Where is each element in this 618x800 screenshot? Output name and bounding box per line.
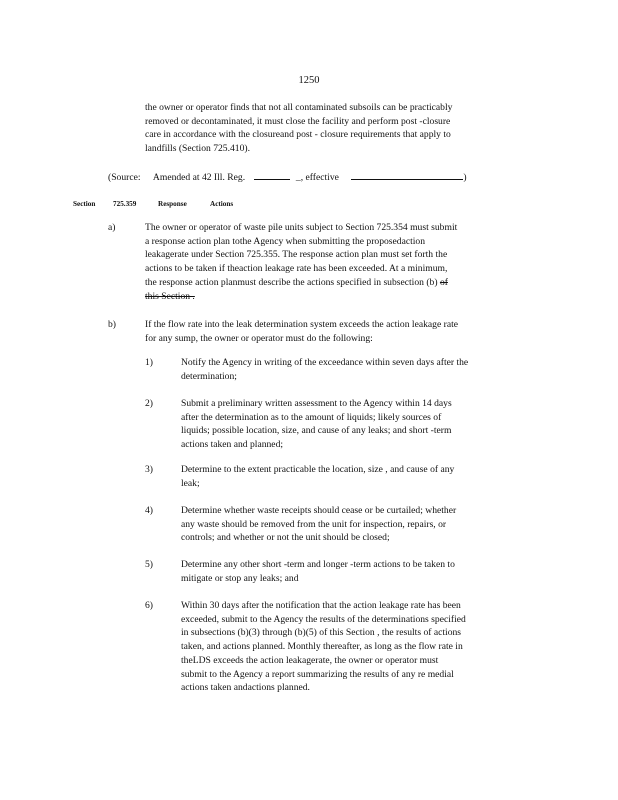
item-line: after the determination as to the amount of liquids; likely sources of (181, 411, 442, 423)
item-line: leak; (181, 477, 200, 489)
source-close: ) (463, 172, 467, 183)
item-1-text (181, 356, 541, 383)
section-title-actions: Actions (210, 200, 234, 208)
intro-line: care in accordance with the closureand post - closure requirements that apply to (145, 129, 451, 141)
source-open: (Source: (108, 172, 141, 183)
source-amended: Amended at 42 Ill. Reg. (152, 172, 246, 183)
subsection-a-line: a response action plan tothe Agency when submitting the proposedaction (145, 235, 426, 247)
subsection-b-line: for any sump, the owner or operator must do the following: (145, 332, 373, 344)
item-line: Determine whether waste receipts should cease or be curtailed; whether (181, 505, 457, 516)
item-line: actions taken and planned; (181, 439, 284, 451)
subsection-a-line-text: the response action planmust describe the actions specified in subsection (b) (145, 276, 438, 288)
source-effective: _, effective (295, 172, 339, 183)
intro-line: the owner or operator finds that not all contaminated subsoils can be practicably (145, 102, 453, 113)
subsection-a-line: leakagerate under Section 725.355. The response action plan must set forth the (145, 249, 448, 261)
subsection-a-line (145, 276, 528, 290)
item-1-label: 1) (145, 357, 153, 368)
intro-paragraph (145, 101, 527, 156)
register-blank (254, 170, 290, 180)
item-3-label: 3) (145, 464, 153, 475)
item-5-text (181, 558, 519, 585)
subsection-b-text (145, 318, 535, 345)
item-line: Notify the Agency in writing of the exceedance within seven days after the (181, 357, 469, 368)
item-5-label: 5) (145, 559, 153, 570)
subsection-a-label: a) (108, 222, 116, 233)
section-number: 725.359 (113, 200, 137, 208)
subsection-b-line: If the flow rate into the leak determination system exceeds the action leakage rate (145, 319, 458, 330)
item-line: taken, and actions planned. Monthly thereafter, as long as the flow rate in (181, 641, 463, 653)
item-line: Within 30 days after the notification that the action leakage rate has been (181, 600, 461, 611)
item-line: in subsections (b)(3) through (b)(5) of this Section , the results of actions (181, 627, 462, 639)
item-3-text (181, 463, 519, 490)
item-line: Submit a preliminary written assessment to the Agency within 14 days (181, 398, 452, 409)
item-line: any waste should be removed from the unit for inspection, repairs, or (181, 518, 447, 530)
item-line: liquids; possible location, size, and cause of any leaks; and short -term (181, 425, 452, 437)
subsection-a-line: The owner or operator of waste pile units subject to Section 725.354 must submit (145, 222, 458, 233)
item-4-text (181, 504, 519, 545)
struck-text: this Section . (145, 290, 195, 302)
intro-line: landfills (Section 725.410). (145, 143, 250, 155)
item-line: exceeded, submit to the Agency the results of the determinations specified (181, 613, 466, 625)
section-title-response: Response (158, 200, 187, 208)
subsection-b-label: b) (108, 319, 116, 330)
item-4-label: 4) (145, 505, 153, 516)
effective-date-blank (351, 170, 463, 180)
item-6-text (181, 599, 535, 695)
item-2-text (181, 397, 521, 452)
item-line: mitigate or stop any leaks; and (181, 572, 299, 584)
intro-line: removed or decontaminated, it must close the facility and perform post -closure (145, 115, 451, 127)
item-line: controls; and whether or not the unit should be closed; (181, 532, 390, 544)
item-line: actions taken andactions planned. (181, 682, 310, 694)
struck-text: of (439, 276, 448, 288)
item-line: determination; (181, 370, 237, 382)
item-line: Determine any other short -term and longer -term actions to be taken to (181, 559, 455, 570)
item-line: submit to the Agency a report summarizing the results of any re medial (181, 668, 454, 680)
subsection-a-text (145, 221, 528, 303)
subsection-a-line: actions to be taken if theaction leakage rate has been exceeded. At a minimum, (145, 263, 448, 275)
source-note (108, 170, 467, 185)
item-2-label: 2) (145, 398, 153, 409)
item-line: Determine to the extent practicable the location, size , and cause of any (181, 464, 455, 475)
page-number: 1250 (298, 75, 320, 86)
item-line: theLDS exceeds the action leakagerate, the owner or operator must (181, 654, 439, 666)
section-label: Section (73, 200, 96, 208)
item-6-label: 6) (145, 600, 153, 611)
